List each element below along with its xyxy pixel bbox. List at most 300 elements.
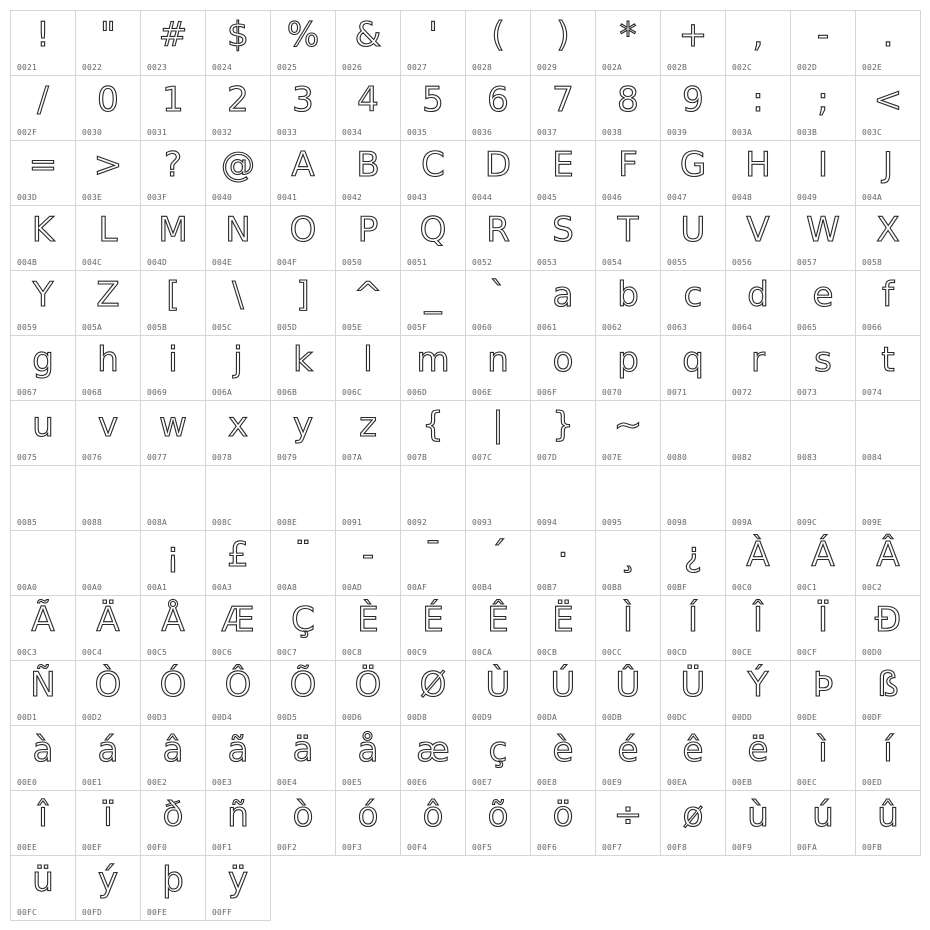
glyph-cell	[205, 335, 271, 401]
glyph-cell	[660, 335, 726, 401]
glyph-preview: -	[816, 15, 830, 55]
glyph-preview: ç	[488, 730, 508, 770]
glyph-code-label: 0027	[407, 63, 428, 72]
glyph-code-label: 0064	[732, 323, 753, 332]
glyph-preview: í	[883, 730, 893, 770]
glyph-preview	[143, 466, 203, 514]
glyph-preview: ?	[163, 145, 183, 185]
glyph-cell	[205, 660, 271, 726]
glyph-code-label: 0043	[407, 193, 428, 202]
glyph-cell	[660, 75, 726, 141]
glyph-code-label: 00F5	[472, 843, 493, 852]
glyph-code-label: 00CB	[537, 648, 558, 657]
glyph-code-label: 0063	[667, 323, 688, 332]
glyph-preview: ß	[877, 665, 899, 705]
glyph-cell	[530, 400, 596, 466]
glyph-preview: à	[32, 730, 54, 770]
glyph-cell	[140, 75, 206, 141]
glyph-preview: Ý	[747, 665, 769, 705]
glyph-preview: î	[38, 795, 48, 835]
glyph-cell	[400, 595, 466, 661]
glyph-code-label: 003C	[862, 128, 883, 137]
glyph-preview: (	[491, 15, 505, 55]
glyph-cell	[595, 400, 661, 466]
glyph-code-label: 00FA	[797, 843, 818, 852]
glyph-cell	[75, 140, 141, 206]
glyph-preview: Á	[811, 535, 835, 575]
glyph-preview: f	[882, 275, 894, 315]
glyph-preview: >	[93, 145, 123, 185]
glyph-code-label: 00D6	[342, 713, 363, 722]
glyph-cell	[335, 595, 401, 661]
glyph-cell	[270, 75, 336, 141]
glyph-preview: ú	[812, 795, 834, 835]
glyph-cell	[790, 790, 856, 856]
glyph-code-label: 004E	[212, 258, 233, 267]
glyph-preview: È	[357, 600, 379, 640]
glyph-code-label: 0037	[537, 128, 558, 137]
glyph-cell	[465, 270, 531, 336]
glyph-code-label: 0023	[147, 63, 168, 72]
glyph-preview: â	[162, 730, 184, 770]
glyph-preview: Þ	[812, 665, 834, 705]
glyph-code-label: 00DD	[732, 713, 753, 722]
glyph-cell	[530, 10, 596, 76]
glyph-preview: :	[752, 80, 764, 120]
glyph-preview: 9	[682, 80, 704, 120]
glyph-code-label: 003A	[732, 128, 753, 137]
glyph-preview	[13, 531, 73, 579]
glyph-cell	[335, 725, 401, 791]
glyph-preview: Õ	[289, 665, 317, 705]
glyph-preview: #	[158, 15, 188, 55]
glyph-code-label: 00D2	[82, 713, 103, 722]
glyph-preview: Ú	[550, 665, 576, 705]
glyph-code-label: 0093	[472, 518, 493, 527]
glyph-code-label: 0046	[602, 193, 623, 202]
glyph-preview: ]	[296, 275, 310, 315]
glyph-code-label: 00E2	[147, 778, 168, 787]
glyph-preview: B	[356, 145, 380, 185]
glyph-preview: r	[751, 340, 765, 380]
glyph-preview: ·	[557, 535, 569, 575]
glyph-preview: j	[233, 340, 243, 380]
glyph-cell	[335, 205, 401, 271]
glyph-code-label: 0052	[472, 258, 493, 267]
glyph-cell	[205, 140, 271, 206]
glyph-cell	[790, 335, 856, 401]
glyph-code-label: 004B	[17, 258, 38, 267]
glyph-preview	[533, 466, 593, 514]
glyph-code-label: 0033	[277, 128, 298, 137]
glyph-cell	[140, 270, 206, 336]
glyph-cell	[790, 10, 856, 76]
glyph-cell	[75, 855, 141, 921]
glyph-code-label: 0041	[277, 193, 298, 202]
glyph-preview: Æ	[221, 600, 255, 640]
glyph-preview: n	[487, 340, 509, 380]
glyph-preview: k	[293, 340, 313, 380]
glyph-code-label: 00A0	[17, 583, 38, 592]
glyph-code-label: 00E8	[537, 778, 558, 787]
glyph-code-label: 008A	[147, 518, 168, 527]
glyph-preview: õ	[487, 795, 509, 835]
glyph-preview: *	[619, 15, 637, 55]
glyph-code-label: 002B	[667, 63, 688, 72]
glyph-cell	[10, 725, 76, 791]
glyph-preview: h	[97, 340, 119, 380]
glyph-code-label: 0072	[732, 388, 753, 397]
glyph-preview: M	[158, 210, 188, 250]
glyph-preview: L	[98, 210, 118, 250]
glyph-preview: Ð	[874, 600, 902, 640]
glyph-preview: £	[227, 535, 249, 575]
glyph-cell	[75, 595, 141, 661]
glyph-code-label: 0062	[602, 323, 623, 332]
glyph-preview: q	[682, 340, 704, 380]
glyph-code-label: 00B7	[537, 583, 558, 592]
glyph-preview: O	[289, 210, 317, 250]
glyph-cell	[530, 530, 596, 596]
glyph-cell	[530, 270, 596, 336]
glyph-code-label: 0047	[667, 193, 688, 202]
glyph-cell	[10, 595, 76, 661]
glyph-preview: W	[806, 210, 840, 250]
glyph-preview: F	[618, 145, 638, 185]
glyph-cell	[790, 465, 856, 531]
glyph-cell	[660, 660, 726, 726]
glyph-code-label: 008C	[212, 518, 233, 527]
glyph-code-label: 0040	[212, 193, 233, 202]
glyph-code-label: 00F1	[212, 843, 233, 852]
glyph-cell	[595, 530, 661, 596]
glyph-cell	[855, 75, 921, 141]
glyph-preview: ¡	[166, 535, 180, 575]
glyph-preview: ñ	[227, 795, 249, 835]
glyph-cell	[725, 335, 791, 401]
glyph-cell	[725, 205, 791, 271]
glyph-code-label: 005D	[277, 323, 298, 332]
glyph-code-label: 0026	[342, 63, 363, 72]
glyph-code-label: 00C9	[407, 648, 428, 657]
glyph-code-label: 0031	[147, 128, 168, 137]
glyph-code-label: 00E5	[342, 778, 363, 787]
glyph-cell	[790, 270, 856, 336]
glyph-cell	[270, 10, 336, 76]
glyph-preview	[468, 466, 528, 514]
glyph-code-label: 00F9	[732, 843, 753, 852]
glyph-code-label: 0067	[17, 388, 38, 397]
glyph-code-label: 0055	[667, 258, 688, 267]
glyph-code-label: 00DE	[797, 713, 818, 722]
glyph-code-label: 007C	[472, 453, 493, 462]
glyph-code-label: 007D	[537, 453, 558, 462]
glyph-preview: ý	[97, 860, 119, 900]
glyph-code-label: 00DC	[667, 713, 688, 722]
glyph-cell	[465, 10, 531, 76]
glyph-code-label: 006D	[407, 388, 428, 397]
glyph-cell	[400, 335, 466, 401]
glyph-cell	[530, 660, 596, 726]
glyph-code-label: 003F	[147, 193, 168, 202]
glyph-code-label: 00FF	[212, 908, 233, 917]
glyph-code-label: 00CA	[472, 648, 493, 657]
glyph-code-label: 0044	[472, 193, 493, 202]
glyph-cell	[10, 465, 76, 531]
glyph-code-label: 0060	[472, 323, 493, 332]
glyph-code-label: 0073	[797, 388, 818, 397]
glyph-preview: Ë	[552, 600, 574, 640]
glyph-code-label: 0071	[667, 388, 688, 397]
glyph-code-label: 00ED	[862, 778, 883, 787]
glyph-preview: }	[552, 405, 574, 445]
glyph-code-label: 00E6	[407, 778, 428, 787]
glyph-preview: +	[678, 15, 708, 55]
glyph-preview: 6	[487, 80, 509, 120]
glyph-cell	[465, 660, 531, 726]
glyph-preview: Q	[419, 210, 447, 250]
glyph-code-label: 003E	[82, 193, 103, 202]
glyph-code-label: 006E	[472, 388, 493, 397]
glyph-preview: N	[225, 210, 251, 250]
glyph-preview: Ã	[31, 600, 55, 640]
glyph-cell	[660, 595, 726, 661]
glyph-cell	[335, 140, 401, 206]
glyph-cell	[855, 205, 921, 271]
glyph-cell	[270, 660, 336, 726]
glyph-cell	[140, 790, 206, 856]
glyph-cell	[335, 400, 401, 466]
glyph-cell	[855, 400, 921, 466]
glyph-code-label: 0079	[277, 453, 298, 462]
glyph-code-label: 00FC	[17, 908, 38, 917]
glyph-preview: \	[232, 275, 244, 315]
glyph-cell	[465, 530, 531, 596]
glyph-code-label: 0084	[862, 453, 883, 462]
glyph-code-label: 002D	[797, 63, 818, 72]
glyph-preview: Ò	[94, 665, 122, 705]
glyph-code-label: 00C5	[147, 648, 168, 657]
glyph-cell	[205, 530, 271, 596]
glyph-code-label: 00F4	[407, 843, 428, 852]
glyph-cell	[465, 75, 531, 141]
glyph-preview: 3	[292, 80, 314, 120]
glyph-cell	[270, 725, 336, 791]
glyph-cell	[140, 335, 206, 401]
glyph-code-label: 005F	[407, 323, 428, 332]
glyph-preview: =	[28, 145, 58, 185]
glyph-cell	[205, 75, 271, 141]
glyph-cell	[10, 530, 76, 596]
glyph-code-label: 00C4	[82, 648, 103, 657]
glyph-cell	[10, 790, 76, 856]
glyph-code-label: 007A	[342, 453, 363, 462]
glyph-cell	[725, 725, 791, 791]
glyph-cell	[790, 725, 856, 791]
glyph-preview: V	[746, 210, 770, 250]
glyph-cell	[660, 790, 726, 856]
glyph-cell	[400, 75, 466, 141]
glyph-preview: D	[484, 145, 512, 185]
glyph-code-label: 006C	[342, 388, 363, 397]
glyph-cell	[660, 530, 726, 596]
glyph-preview	[208, 466, 268, 514]
glyph-code-label: 00B4	[472, 583, 493, 592]
glyph-code-label: 0042	[342, 193, 363, 202]
glyph-preview: Î	[752, 600, 764, 640]
glyph-code-label: 005E	[342, 323, 363, 332]
glyph-cell	[75, 10, 141, 76]
glyph-code-label: 006B	[277, 388, 298, 397]
glyph-cell	[790, 75, 856, 141]
glyph-preview: ÿ	[227, 860, 249, 900]
glyph-code-label: 0049	[797, 193, 818, 202]
glyph-preview: C	[421, 145, 445, 185]
glyph-preview: t	[881, 340, 895, 380]
glyph-cell	[790, 595, 856, 661]
glyph-code-label: 009A	[732, 518, 753, 527]
glyph-cell	[595, 465, 661, 531]
glyph-preview: `	[489, 275, 507, 315]
glyph-cell	[725, 530, 791, 596]
glyph-preview: P	[357, 210, 379, 250]
glyph-code-label: 0069	[147, 388, 168, 397]
glyph-cell	[725, 465, 791, 531]
glyph-code-label: 0024	[212, 63, 233, 72]
glyph-preview: i	[168, 340, 178, 380]
glyph-cell	[790, 400, 856, 466]
glyph-cell	[270, 270, 336, 336]
glyph-code-label: 0050	[342, 258, 363, 267]
glyph-preview: þ	[162, 860, 184, 900]
glyph-code-label: 00E9	[602, 778, 623, 787]
glyph-code-label: 0095	[602, 518, 623, 527]
glyph-cell	[400, 465, 466, 531]
glyph-code-label: 0035	[407, 128, 428, 137]
glyph-code-label: 00EF	[82, 843, 103, 852]
glyph-code-label: 0034	[342, 128, 363, 137]
glyph-code-label: 0021	[17, 63, 38, 72]
glyph-code-label: 0054	[602, 258, 623, 267]
glyph-code-label: 003D	[17, 193, 38, 202]
glyph-preview: ì	[818, 730, 828, 770]
glyph-preview: ø	[682, 795, 704, 835]
glyph-code-label: 0082	[732, 453, 753, 462]
glyph-code-label: 008E	[277, 518, 298, 527]
glyph-preview	[858, 401, 918, 449]
glyph-preview: 8	[617, 80, 639, 120]
glyph-code-label: 0051	[407, 258, 428, 267]
glyph-cell	[140, 660, 206, 726]
glyph-code-label: 00A3	[212, 583, 233, 592]
glyph-code-label: 0032	[212, 128, 233, 137]
glyph-cell	[595, 75, 661, 141]
glyph-preview: I	[817, 145, 829, 185]
glyph-cell	[205, 205, 271, 271]
glyph-cell	[855, 660, 921, 726]
glyph-code-label: 0057	[797, 258, 818, 267]
glyph-code-label: 00F2	[277, 843, 298, 852]
glyph-code-label: 0036	[472, 128, 493, 137]
glyph-cell	[140, 725, 206, 791]
glyph-preview: '	[428, 15, 438, 55]
glyph-preview: J	[882, 145, 894, 185]
glyph-code-label: 00CD	[667, 648, 688, 657]
glyph-preview: Í	[687, 600, 699, 640]
glyph-preview: Ç	[291, 600, 315, 640]
glyph-code-label: 007E	[602, 453, 623, 462]
glyph-cell	[660, 140, 726, 206]
glyph-preview: Û	[615, 665, 641, 705]
glyph-code-label: 0039	[667, 128, 688, 137]
glyph-code-label: 0045	[537, 193, 558, 202]
glyph-preview: Ì	[622, 600, 634, 640]
glyph-cell	[10, 10, 76, 76]
glyph-cell	[790, 140, 856, 206]
glyph-preview: û	[877, 795, 899, 835]
glyph-code-label: 00C1	[797, 583, 818, 592]
glyph-code-label: 004C	[82, 258, 103, 267]
glyph-preview: å	[357, 730, 379, 770]
glyph-preview	[663, 401, 723, 449]
glyph-code-label: 00D1	[17, 713, 38, 722]
glyph-code-label: 00F0	[147, 843, 168, 852]
glyph-cell	[270, 465, 336, 531]
glyph-cell	[400, 10, 466, 76]
glyph-cell	[75, 270, 141, 336]
glyph-cell	[465, 400, 531, 466]
glyph-cell	[75, 400, 141, 466]
glyph-preview: |	[492, 405, 504, 445]
glyph-code-label: 00CC	[602, 648, 623, 657]
glyph-cell	[10, 335, 76, 401]
glyph-code-label: 0058	[862, 258, 883, 267]
glyph-grid	[10, 10, 920, 920]
glyph-cell	[465, 335, 531, 401]
glyph-code-label: 00C6	[212, 648, 233, 657]
glyph-cell	[725, 270, 791, 336]
glyph-cell	[465, 790, 531, 856]
glyph-cell	[270, 790, 336, 856]
glyph-preview: E	[552, 145, 574, 185]
glyph-cell	[75, 465, 141, 531]
glyph-code-label: 002E	[862, 63, 883, 72]
glyph-cell	[335, 660, 401, 726]
glyph-preview: 2	[227, 80, 249, 120]
glyph-preview: y	[292, 405, 314, 445]
glyph-preview	[338, 466, 398, 514]
glyph-preview: Z	[96, 275, 120, 315]
glyph-cell	[335, 10, 401, 76]
glyph-code-label: 00C3	[17, 648, 38, 657]
glyph-cell	[270, 400, 336, 466]
glyph-code-label: 00FD	[82, 908, 103, 917]
glyph-cell	[140, 400, 206, 466]
glyph-preview: Å	[161, 600, 185, 640]
glyph-cell	[270, 335, 336, 401]
glyph-cell	[75, 725, 141, 791]
glyph-preview: ´	[489, 535, 507, 575]
glyph-preview: Ö	[354, 665, 382, 705]
glyph-cell	[205, 790, 271, 856]
glyph-preview	[663, 466, 723, 514]
glyph-preview: ü	[32, 860, 54, 900]
glyph-code-label: 0094	[537, 518, 558, 527]
glyph-cell	[725, 140, 791, 206]
glyph-preview: z	[359, 405, 377, 445]
glyph-cell	[595, 595, 661, 661]
glyph-code-label: 0091	[342, 518, 363, 527]
